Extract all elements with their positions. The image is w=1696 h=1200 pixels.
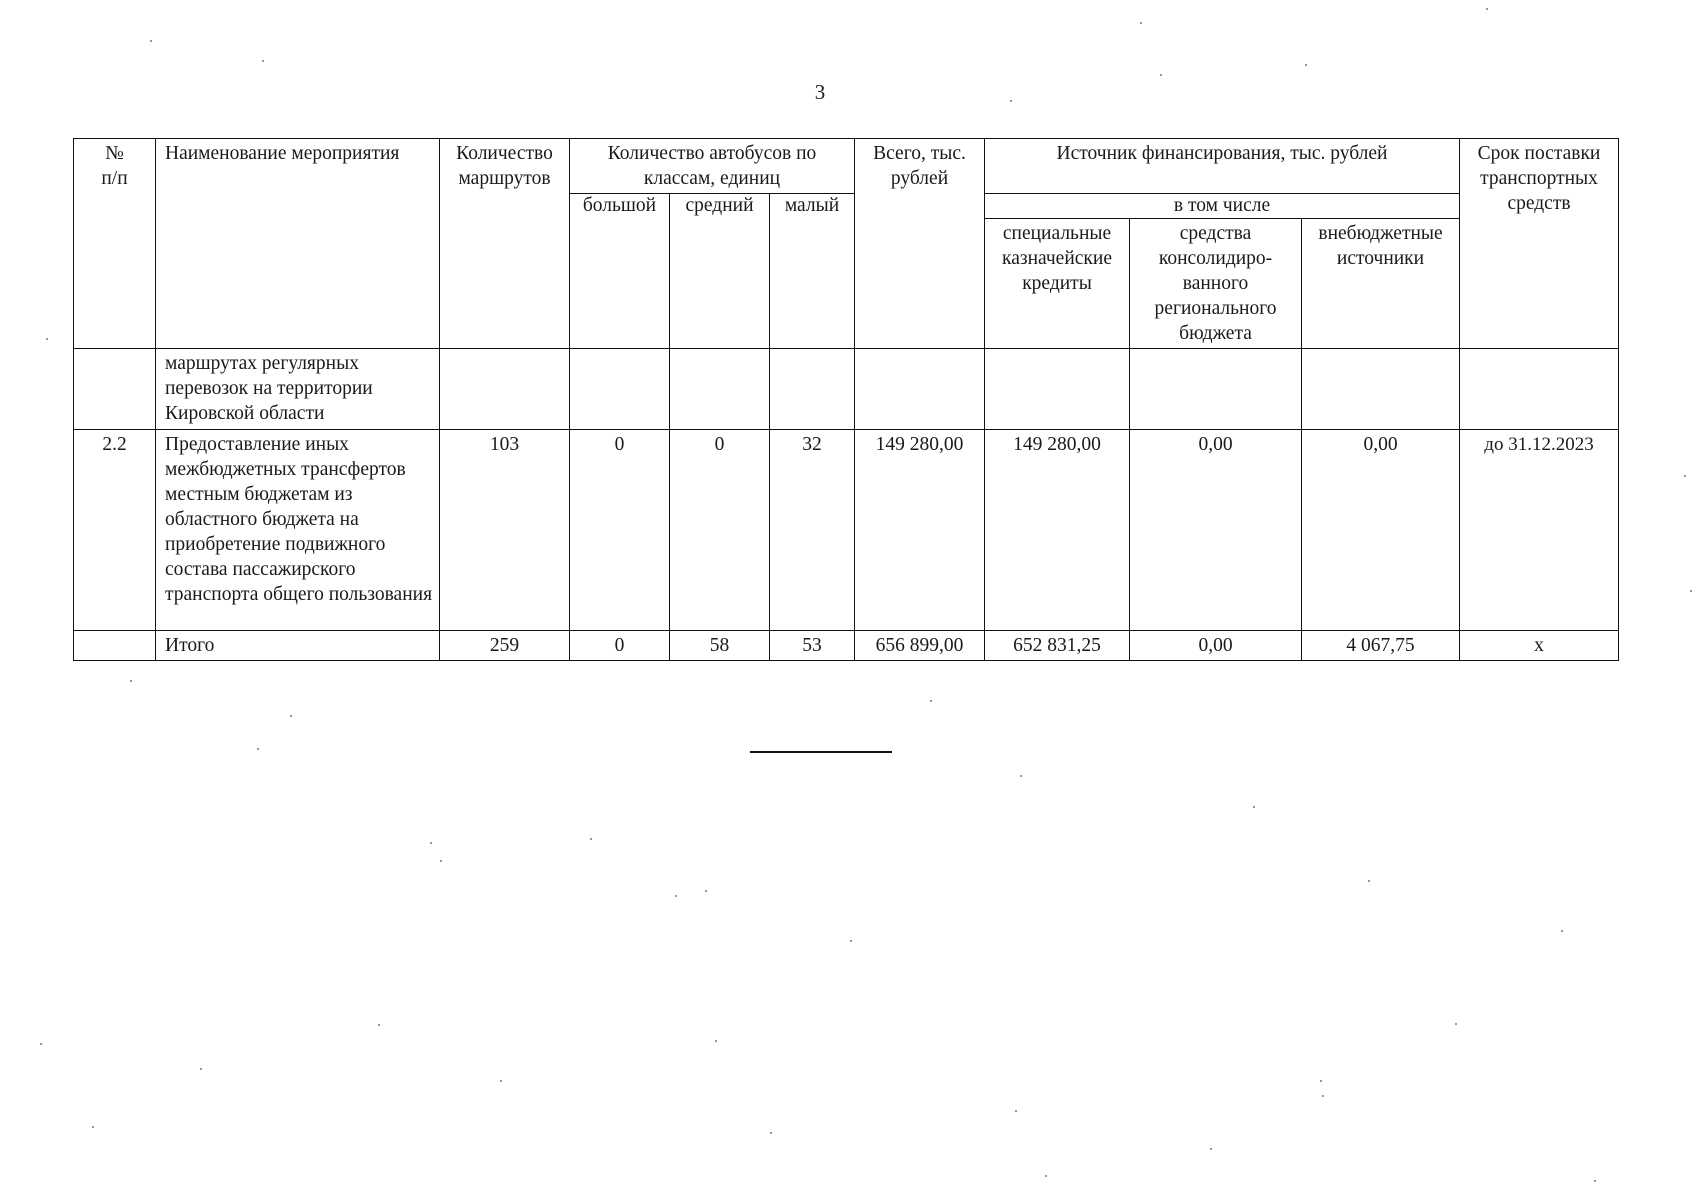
total-row [74, 631, 1619, 661]
col-header-bus-medium: средний [670, 194, 770, 349]
col-header-source-group: Источник финансирования, тыс. рублей [985, 139, 1460, 194]
cell-bus-small [770, 349, 855, 430]
cell-name: маршрутах регулярных перевозок на территории Кировской области [156, 349, 440, 430]
cell-extrabudgetary: 0,00 [1302, 430, 1460, 631]
col-header-name: Наименование мероприятия [156, 139, 440, 349]
page-number: 3 [814, 80, 826, 104]
cell-treasury-credits: 149 280,00 [985, 430, 1130, 631]
cell-treasury-credits: 652 831,25 [985, 631, 1130, 661]
cell-extrabudgetary: 4 067,75 [1302, 631, 1460, 661]
header-row [74, 139, 1619, 194]
cell-routes: 103 [440, 430, 570, 631]
cell-total: 149 280,00 [855, 430, 985, 631]
cell-routes [440, 349, 570, 430]
cell-num [74, 631, 156, 661]
col-header-including: в том числе [985, 194, 1460, 219]
col-header-bus-large: большой [570, 194, 670, 349]
cell-treasury-credits [985, 349, 1130, 430]
col-header-delivery-term: Срок поставки транспортных средств [1460, 139, 1619, 349]
cell-bus-medium: 58 [670, 631, 770, 661]
cell-bus-medium [670, 349, 770, 430]
col-header-treasury-credits: специальные казначейские кредиты [985, 219, 1130, 349]
cell-extrabudgetary [1302, 349, 1460, 430]
table-row [74, 430, 1619, 631]
cell-bus-small: 32 [770, 430, 855, 631]
end-of-document-rule [750, 751, 892, 753]
cell-total [855, 349, 985, 430]
cell-bus-medium: 0 [670, 430, 770, 631]
col-header-num: № п/п [74, 139, 156, 349]
cell-delivery-term: до 31.12.2023 [1460, 430, 1619, 631]
funding-table [73, 138, 1619, 661]
cell-bus-large: 0 [570, 631, 670, 661]
cell-name: Предоставление иных межбюджетных трансфертов местным бюджетам из областного бюджета на приобретение подвижного состава пассажирского транспорта общего пользования [156, 430, 440, 631]
cell-delivery-term [1460, 349, 1619, 430]
col-header-regional-budget: средства консолидиро-ванного регионального бюджета [1130, 219, 1302, 349]
cell-total: 656 899,00 [855, 631, 985, 661]
cell-regional-budget: 0,00 [1130, 430, 1302, 631]
col-header-bus-small: малый [770, 194, 855, 349]
col-header-extrabudgetary: внебюджетные источники [1302, 219, 1460, 349]
col-header-buses-group: Количество автобусов по классам, единиц [570, 139, 855, 194]
cell-delivery-term: х [1460, 631, 1619, 661]
cell-num: 2.2 [74, 430, 156, 631]
col-header-total: Всего, тыс. рублей [855, 139, 985, 349]
col-header-routes: Количество маршрутов [440, 139, 570, 349]
cell-regional-budget [1130, 349, 1302, 430]
cell-routes: 259 [440, 631, 570, 661]
cell-total-label: Итого [156, 631, 440, 661]
cell-bus-large [570, 349, 670, 430]
cell-bus-small: 53 [770, 631, 855, 661]
cell-num [74, 349, 156, 430]
cell-regional-budget: 0,00 [1130, 631, 1302, 661]
table-row [74, 349, 1619, 430]
cell-bus-large: 0 [570, 430, 670, 631]
